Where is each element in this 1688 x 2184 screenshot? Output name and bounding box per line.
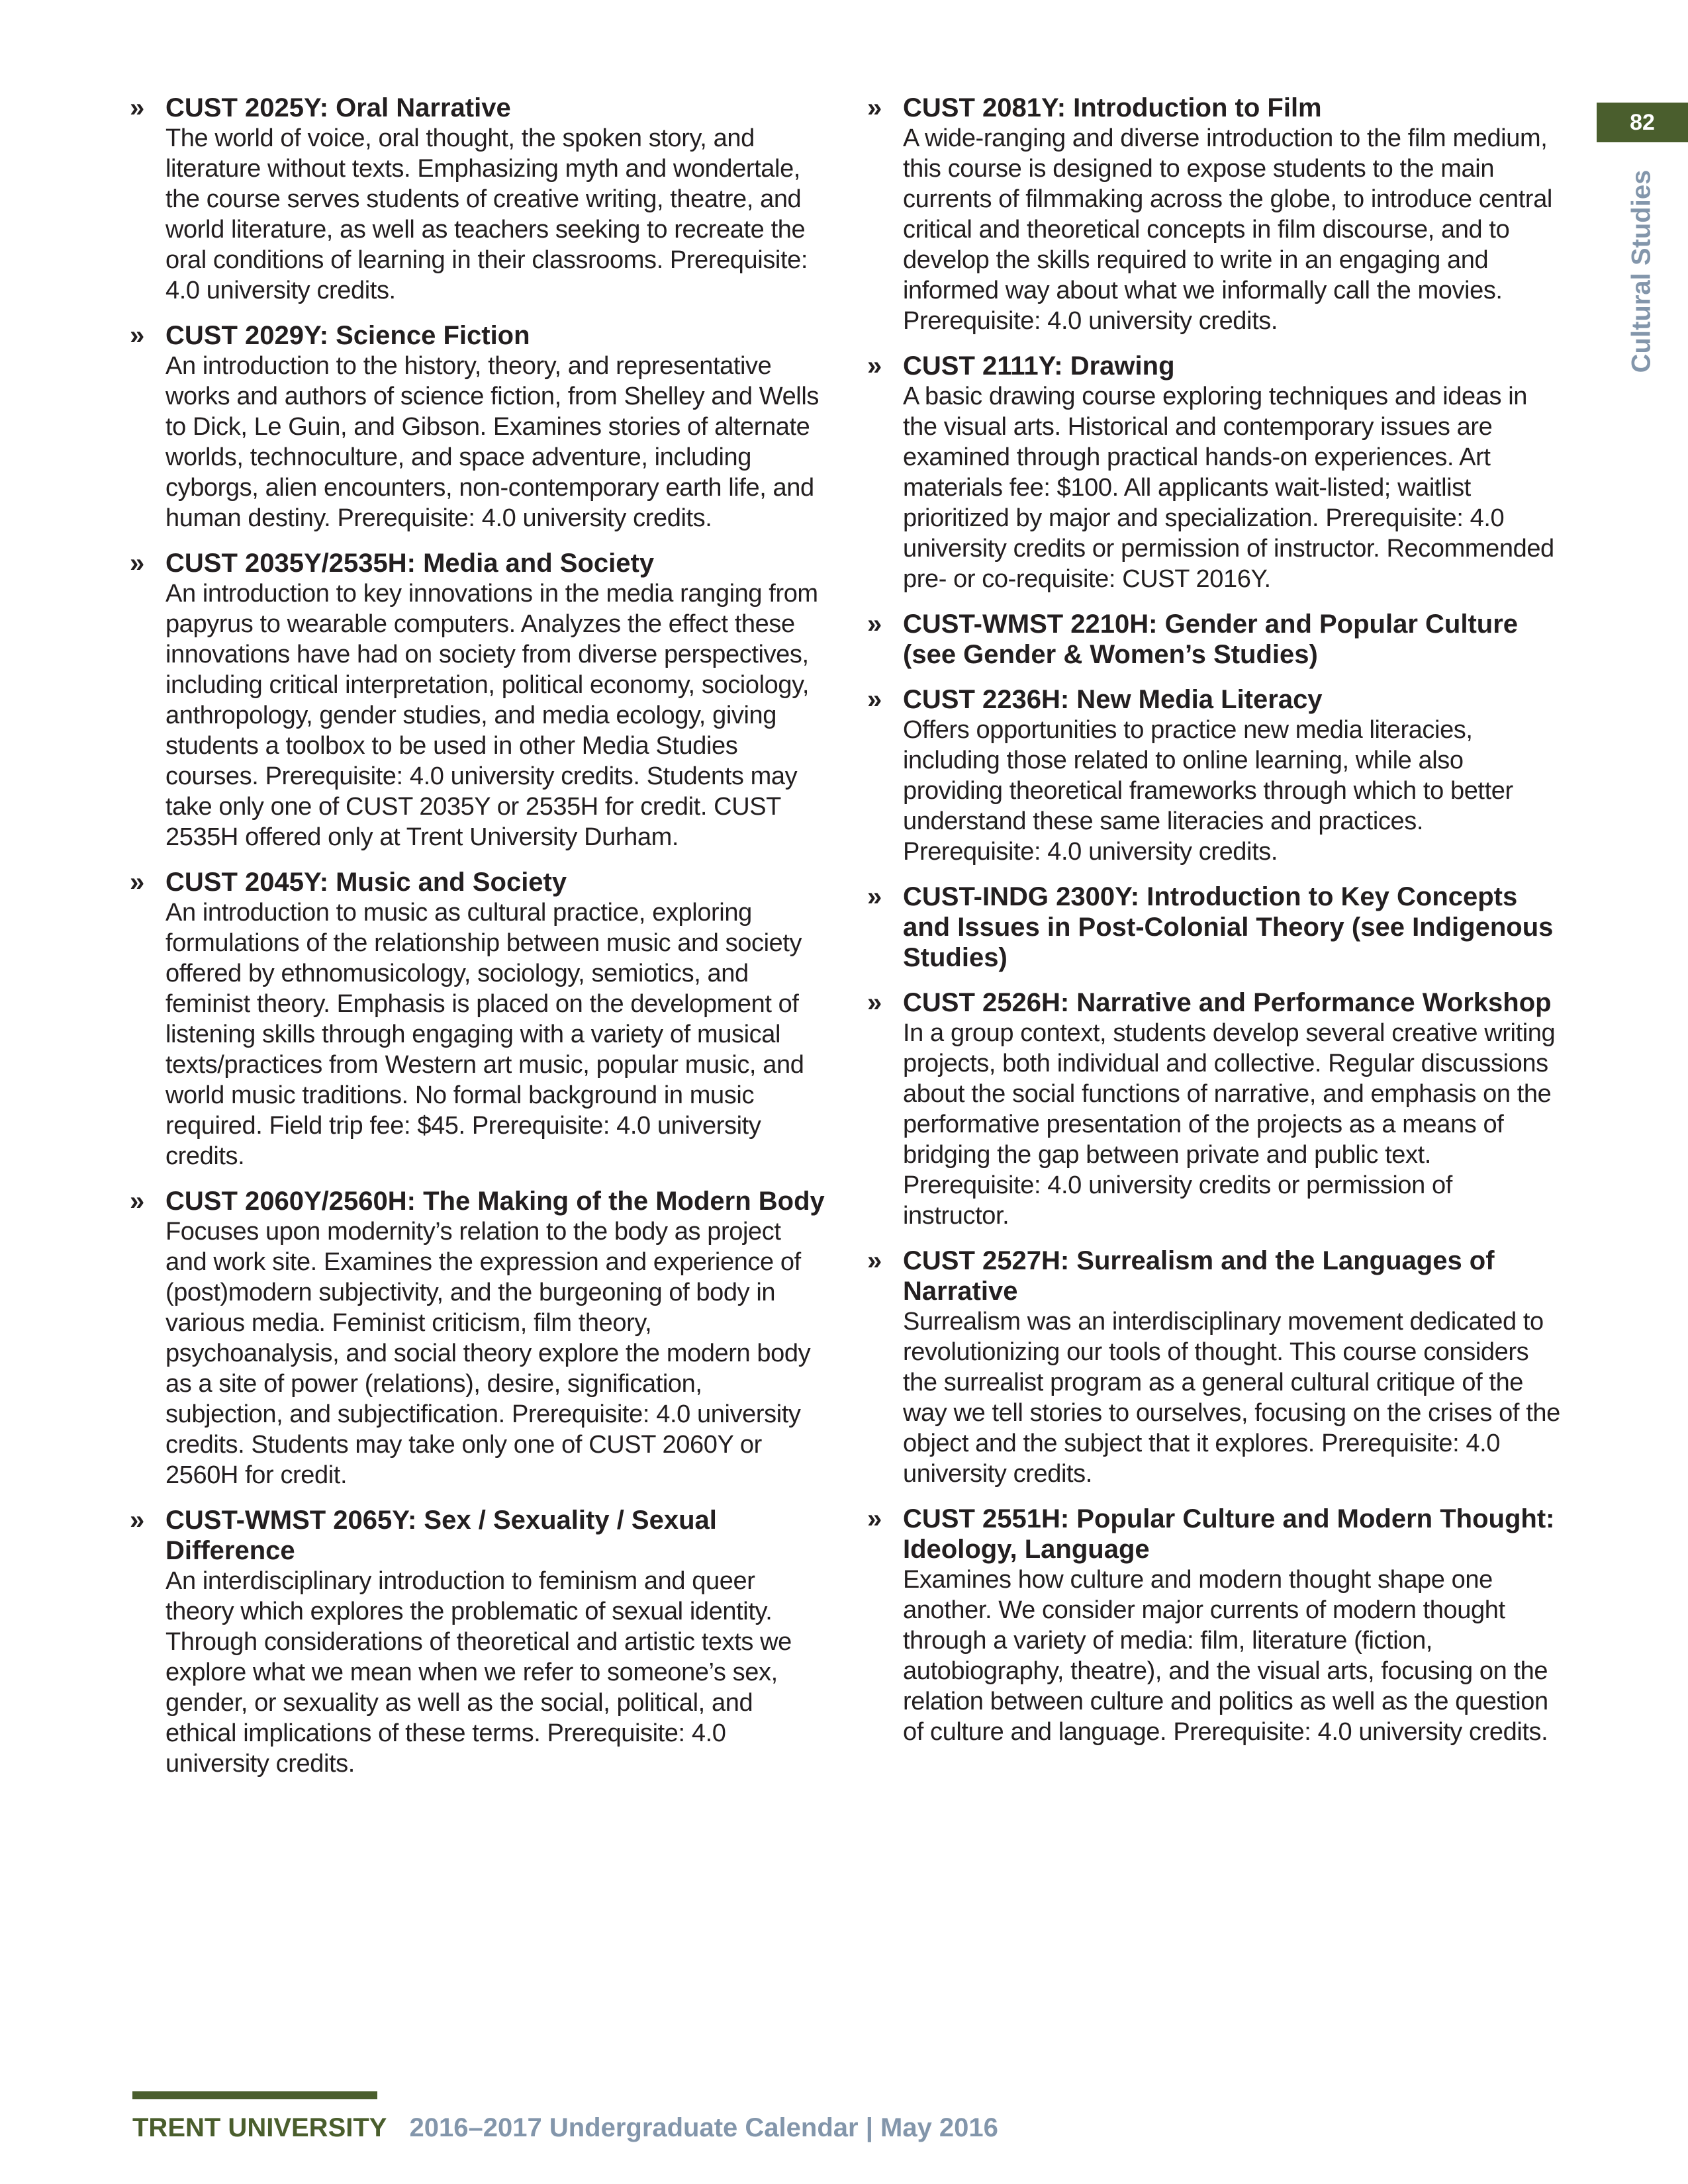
left-column [130, 93, 825, 1794]
course-title: CUST 2035Y/2535H: Media and Society [165, 549, 655, 578]
course-description: An interdisciplinary introduction to feminism and queer theory which explores the problematic of sexual identity. Through considerations of theoretical and artistic texts we explore what we mean when we refer to someone’s sex, gender, or sexuality as well as the social, political, and ethical implications of these terms. Prerequisite: 4.0 university credits. [165, 1567, 792, 1778]
course-entry [867, 987, 1562, 1231]
bullet-marker: » [867, 882, 882, 911]
course-entry [130, 867, 825, 1171]
bullet-marker: » [130, 93, 145, 122]
bullet-marker: » [130, 868, 145, 897]
course-title: CUST 2527H: Surrealism and the Languages of Narrative [903, 1246, 1495, 1306]
footer-rule [132, 2091, 377, 2099]
course-title: CUST-INDG 2300Y: Introduction to Key Concepts and Issues in Post-Colonial Theory (see Indigenous Studies) [903, 882, 1554, 972]
footer-calendar: 2016–2017 Undergraduate Calendar | May 2016 [409, 2113, 998, 2142]
course-entry [867, 351, 1562, 594]
course-title: CUST 2060Y/2560H: The Making of the Modern Body [165, 1187, 825, 1216]
course-description: An introduction to key innovations in the media ranging from papyrus to wearable computers. Analyzes the effect these innovations have had on society from diverse perspectives, including critical interpretation, political economy, sociology, anthropology, gender studies, and media ecology, giving students a toolbox to be used in other Media Studies courses. Prerequisite: 4.0 university credits. Students may take only one of CUST 2035Y or 2535H for credit. CUST 2535H offered only at Trent University Durham. [165, 580, 818, 851]
bullet-marker: » [867, 93, 882, 122]
bullet-marker: » [867, 610, 882, 639]
course-description: In a group context, students develop several creative writing projects, both individual and collective. Regular discussions about the social functions of narrative, and emphasis on the performative presentation of the projects as a means of bridging the gap between private and public text. Prerequisite: 4.0 university credits or permission of instructor. [903, 1019, 1556, 1230]
course-title: CUST 2236H: New Media Literacy [903, 685, 1323, 714]
course-entry [867, 1504, 1562, 1747]
course-title: CUST 2029Y: Science Fiction [165, 321, 530, 350]
course-entry [130, 1186, 825, 1490]
course-title: CUST 2045Y: Music and Society [165, 868, 567, 897]
course-title: CUST 2081Y: Introduction to Film [903, 93, 1322, 122]
page-number: 82 [1597, 103, 1688, 142]
course-entry [130, 93, 825, 306]
course-description: Surrealism was an interdisciplinary movement dedicated to revolutionizing our tools of thought. This course considers the surrealist program as a general cultural critique of the way we tell stories to ourselves, focusing on the crises of the object and the subject that it explores. Prerequisite: 4.0 university credits. [903, 1308, 1560, 1488]
course-entry [130, 548, 825, 852]
bullet-marker: » [130, 1506, 145, 1535]
bullet-marker: » [130, 321, 145, 350]
course-title: CUST 2551H: Popular Culture and Modern Thought: Ideology, Language [903, 1504, 1555, 1564]
footer [132, 2113, 998, 2143]
course-description: A wide-ranging and diverse introduction to the film medium, this course is designed to expose students to the main currents of filmmaking across the globe, to introduce central critical and theoretical concepts in film discourse, and to develop the skills required to write in an engaging and informed way about what we informally call the movies. Prerequisite: 4.0 university credits. [903, 124, 1552, 335]
bullet-marker: » [130, 549, 145, 578]
course-entry [130, 320, 825, 533]
section-label: Cultural Studies [1626, 169, 1656, 373]
course-title: CUST 2526H: Narrative and Performance Workshop [903, 988, 1552, 1017]
course-entry [130, 1505, 825, 1779]
bullet-marker: » [867, 685, 882, 714]
course-title: CUST-WMST 2210H: Gender and Popular Culture (see Gender & Women’s Studies) [903, 610, 1519, 669]
course-description: Examines how culture and modern thought shape one another. We consider major currents of modern thought through a variety of media: film, literature (fiction, autobiography, theatre), and the visual arts, focusing on the relation between culture and politics as well as the question of culture and language. Prerequisite: 4.0 university credits. [903, 1566, 1548, 1746]
bullet-marker: » [867, 1246, 882, 1275]
course-description: Focuses upon modernity’s relation to the body as project and work site. Examines the expression and experience of (post)modern subjectivity, and the burgeoning of body in various media. Feminist criticism, film theory, psychoanalysis, and social theory explore the modern body as a site of power (relations), desire, signification, subjection, and subjectification. Prerequisite: 4.0 university credits. Students may take only one of CUST 2060Y or 2560H for credit. [165, 1218, 811, 1489]
bullet-marker: » [867, 1504, 882, 1533]
course-entry [867, 684, 1562, 867]
course-description: The world of voice, oral thought, the spoken story, and literature without texts. Emphasizing myth and wondertale, the course serves students of creative writing, theatre, and world literature, as well as teachers seeking to recreate the oral conditions of learning in their classrooms. Prerequisite: 4.0 university credits. [165, 124, 808, 304]
course-description: An introduction to music as cultural practice, exploring formulations of the relationship between music and society offered by ethnomusicology, sociology, semiotics, and feminist theory. Emphasis is placed on the development of listening skills through engaging with a variety of musical texts/practices from Western art music, popular music, and world music traditions. No formal background in music required. Field trip fee: $45. Prerequisite: 4.0 university credits. [165, 899, 804, 1170]
bullet-marker: » [867, 351, 882, 381]
course-title: CUST 2111Y: Drawing [903, 351, 1175, 381]
course-description: A basic drawing course exploring techniques and ideas in the visual arts. Historical and contemporary issues are examined through practical hands-on experiences. Art materials fee: $100. All applicants wait-listed; waitlist prioritized by major and specialization. Prerequisite: 4.0 university credits or permission of instructor. Recommended pre- or co-requisite: CUST 2016Y. [903, 383, 1554, 593]
course-description: Offers opportunities to practice new media literacies, including those related to online learning, while also providing theoretical frameworks through which to better understand these same literacies and practices. Prerequisite: 4.0 university credits. [903, 716, 1513, 866]
bullet-marker: » [130, 1187, 145, 1216]
right-column [867, 93, 1562, 1762]
course-title: CUST-WMST 2065Y: Sex / Sexuality / Sexual Difference [165, 1506, 717, 1565]
course-entry [867, 609, 1562, 670]
course-description: An introduction to the history, theory, and representative works and authors of science fiction, from Shelley and Wells to Dick, Le Guin, and Gibson. Examines stories of alternate worlds, technoculture, and space adventure, including cyborgs, alien encounters, non-contemporary earth life, and human destiny. Prerequisite: 4.0 university credits. [165, 352, 819, 532]
footer-university: TRENT UNIVERSITY [132, 2113, 387, 2142]
course-entry [867, 1246, 1562, 1489]
course-title: CUST 2025Y: Oral Narrative [165, 93, 511, 122]
bullet-marker: » [867, 988, 882, 1017]
course-entry [867, 882, 1562, 973]
course-entry [867, 93, 1562, 336]
